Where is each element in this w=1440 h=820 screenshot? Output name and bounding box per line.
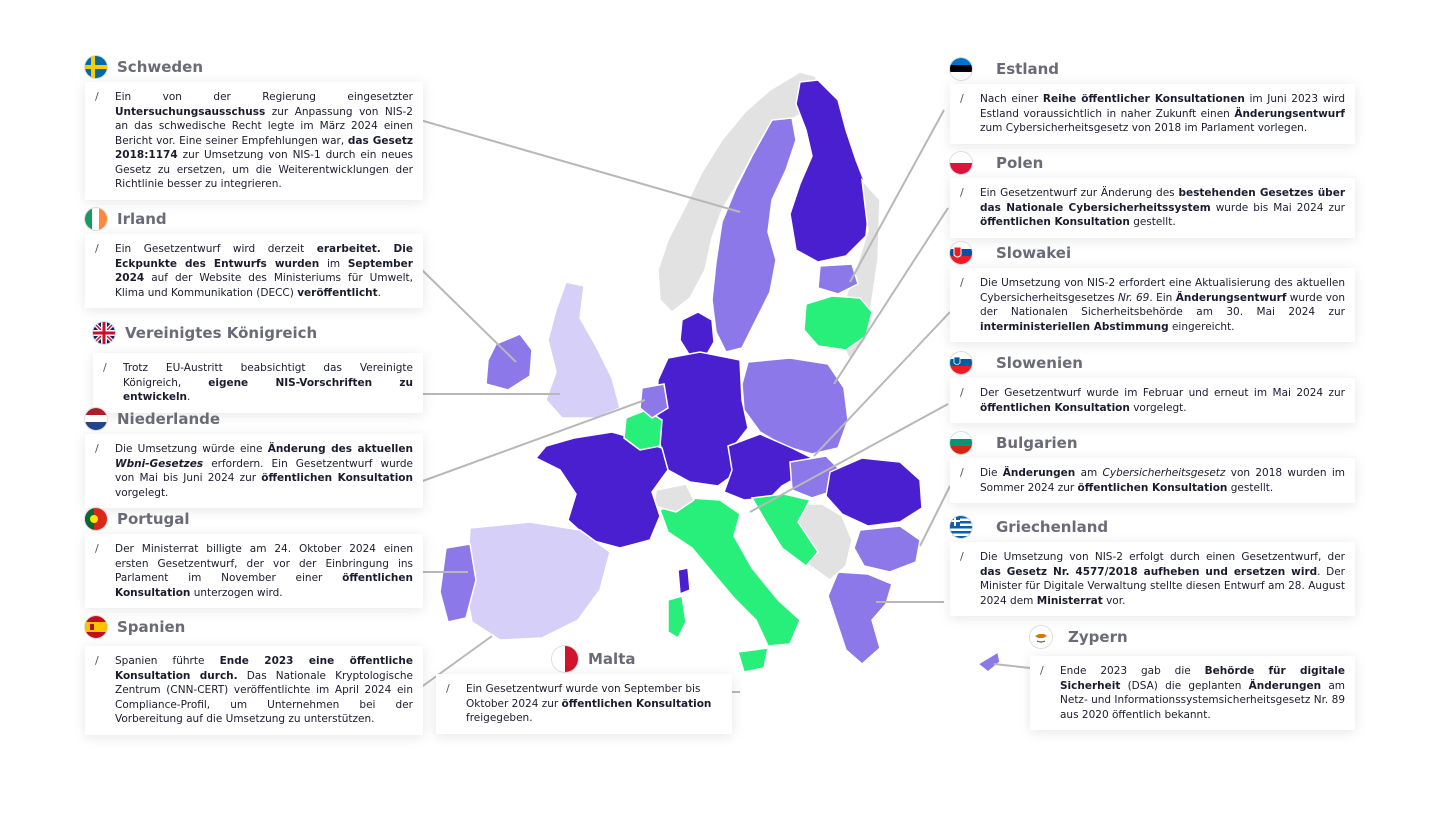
card-spanien — [85, 614, 423, 735]
country-text: / Ein Gesetzentwurf wurde von September bis Oktober 2024 zur öffentlichen Konsultation freigegeben. — [436, 674, 732, 734]
connector-schweden — [420, 120, 740, 212]
slash-bullet: / — [95, 242, 99, 255]
flag-netherlands-icon — [85, 408, 107, 430]
card-uk — [93, 320, 423, 413]
map-spain — [466, 522, 610, 640]
map-denmark — [680, 312, 714, 356]
slash-bullet: / — [95, 90, 99, 103]
connector-irland — [420, 268, 516, 362]
card-slowenien — [950, 350, 1355, 423]
card-griechenland — [950, 514, 1355, 616]
country-text: / Die Umsetzung von NIS-2 erfordert eine Aktualisierung des aktuellen Cybersicherheitsgesetzes Nr. 69. Ein Änderungsentwurf wurde von der Nationalen Sicherheitsbehörde am 30. Mai 2024 zur interministeriellen Abstimmung eingereicht. — [950, 268, 1355, 342]
map-cyprus — [978, 652, 1000, 672]
country-text: / Der Ministerrat billigte am 24. Oktober 2024 einen ersten Gesetzentwurf, der vor der Einbringung ins Parlament im November einer öffentlichen Konsultation unterzogen wird. — [85, 534, 423, 608]
country-text: / Die Änderungen am Cybersicherheitsgesetz von 2018 wurden im Sommer 2024 zur öffentlichen Konsultation gestellt. — [950, 458, 1355, 503]
flag-estonia-icon — [950, 58, 972, 80]
country-title: Malta — [588, 650, 636, 668]
card-irland — [85, 206, 423, 308]
flag-spain-icon — [85, 616, 107, 638]
card-portugal — [85, 506, 423, 608]
country-text: / Nach einer Reihe öffentlicher Konsultationen im Juni 2023 wird Estland voraussichtlich in naher Zukunft einen Änderungsentwurf zum Cybersicherheitsgesetz von 2018 im Parlament vorlegen. — [950, 84, 1355, 144]
country-title: Niederlande — [117, 410, 221, 428]
country-title: Schweden — [117, 58, 203, 76]
map-greece — [828, 572, 892, 664]
country-text: / Der Gesetzentwurf wurde im Februar und erneut im Mai 2024 zur öffentlichen Konsultation vorgelegt. — [950, 378, 1355, 423]
slash-bullet: / — [960, 466, 964, 479]
card-malta — [436, 646, 732, 734]
flag-malta-icon — [552, 646, 578, 672]
slash-bullet: / — [960, 92, 964, 105]
slash-bullet: / — [446, 682, 450, 695]
flag-bulgaria-icon — [950, 432, 972, 454]
flag-greece-icon — [950, 516, 972, 538]
flag-poland-icon — [950, 152, 972, 174]
slash-bullet: / — [1040, 664, 1044, 677]
country-title: Bulgarien — [996, 434, 1078, 452]
country-text: / Ende 2023 gab die Behörde für digitale Sicherheit (DSA) die geplanten Änderungen am Netz- und Informationssystemsicherheitsgesetz Nr. 89 aus 2020 öffentlich bekannt. — [1030, 656, 1355, 730]
map-finland — [790, 80, 870, 262]
map-ireland — [486, 334, 532, 390]
country-text: / Die Umsetzung würde eine Änderung des aktuellen Wbni-Gesetzes erfordern. Ein Gesetzentwurf wurde von Mai bis Juni 2024 zur öffentlichen Konsultation vorgelegt. — [85, 434, 423, 508]
card-schweden — [85, 54, 423, 200]
country-text: / Spanien führte Ende 2023 eine öffentliche Konsultation durch. Das Nationale Kryptologische Zentrum (CNN-CERT) veröffentlichte im April 2024 ein Compliance-Profil, um Unternehmen bei der Vorbereitung auf die Umsetzung zu unterstützen. — [85, 646, 423, 735]
flag-ireland-icon — [85, 208, 107, 230]
card-slowakei — [950, 240, 1355, 342]
card-niederlande — [85, 406, 423, 508]
card-bulgarien — [950, 430, 1355, 503]
slash-bullet: / — [95, 542, 99, 555]
flag-slovakia-icon — [950, 242, 972, 264]
flag-slovenia-icon — [950, 352, 972, 374]
flag-portugal-icon — [85, 508, 107, 530]
map-sardinia — [668, 596, 686, 638]
map-bulgaria — [854, 526, 920, 572]
country-title: Polen — [996, 154, 1044, 172]
country-title: Griechenland — [996, 518, 1109, 536]
slash-bullet: / — [95, 654, 99, 667]
flag-sweden-icon — [85, 56, 107, 78]
card-polen — [950, 150, 1355, 238]
card-zypern — [1030, 624, 1355, 730]
country-text: / Die Umsetzung von NIS-2 erfolgt durch einen Gesetzentwurf, der das Gesetz Nr. 4577/2018 aufheben und ersetzen wird. Der Minister für Digitale Verwaltung stellte diesen Entwurf am 28. August 2024 dem Ministerrat vor. — [950, 542, 1355, 616]
slash-bullet: / — [960, 186, 964, 199]
connector-bulgarien — [920, 486, 950, 546]
country-text: / Trotz EU-Austritt beabsichtigt das Vereinigte Königreich, eigene NIS-Vorschriften zu entwickeln. — [93, 353, 423, 413]
connector-zypern — [994, 664, 1030, 668]
map-uk — [546, 282, 620, 418]
flag-cyprus-icon — [1030, 626, 1052, 648]
country-text: / Ein Gesetzentwurf wird derzeit erarbeitet. Die Eckpunkte des Entwurfs wurden im September 2024 auf der Website des Ministeriums für Umwelt, Klima und Kommunikation (DECC) veröffentlicht. — [85, 234, 423, 308]
country-text: / Ein Gesetzentwurf zur Änderung des bestehenden Gesetzes über das Nationale Cybersicherheitssystem wurde bis Mai 2024 zur öffentlichen Konsultation gestellt. — [950, 178, 1355, 238]
slash-bullet: / — [960, 550, 964, 563]
country-title: Slowakei — [996, 244, 1072, 262]
slash-bullet: / — [95, 442, 99, 455]
country-text: / Ein von der Regierung eingesetzter Untersuchungsausschuss zur Anpassung von NIS-2 an das schwedische Recht legte im März 2024 einen Bericht vor. Eine seiner Empfehlungen war, das Gesetz 2018:1174 zur Umsetzung von NIS-1 durch ein neues Gesetz zu ersetzen, um die Weiterentwicklungen der Richtlinie besser zu integrieren. — [85, 82, 423, 200]
slash-bullet: / — [960, 276, 964, 289]
slash-bullet: / — [960, 386, 964, 399]
country-title: Estland — [996, 60, 1060, 78]
map-corsica — [678, 568, 690, 594]
flag-uk-icon — [93, 322, 115, 344]
country-title: Vereinigtes Königreich — [125, 324, 318, 342]
slash-bullet: / — [103, 361, 107, 374]
map-sicily — [738, 648, 768, 672]
country-title: Spanien — [117, 618, 186, 636]
country-title: Slowenien — [996, 354, 1083, 372]
country-title: Irland — [117, 210, 167, 228]
card-estland — [950, 56, 1355, 144]
country-title: Portugal — [117, 510, 190, 528]
country-title: Zypern — [1068, 628, 1128, 646]
